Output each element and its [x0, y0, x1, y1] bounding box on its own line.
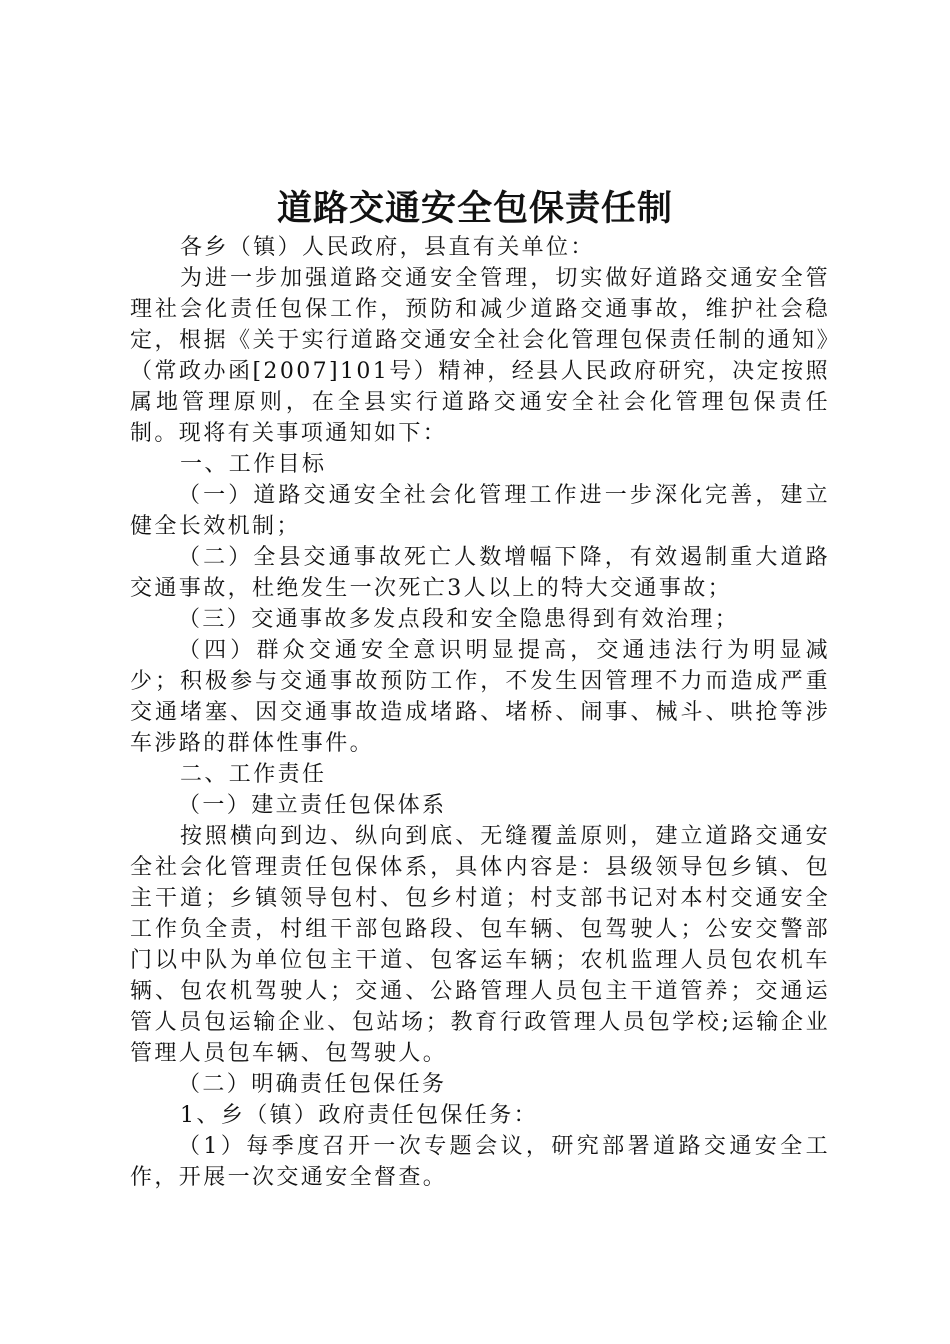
section-heading-responsibilities: 二、工作责任 — [180, 762, 327, 787]
salutation: 各乡（镇）人民政府，县直有关单位： — [180, 235, 595, 260]
intro-paragraph: 为进一步加强道路交通安全管理，切实做好道路交通安全管理社会化责任包保工作，预防和减少道路交通事故，维护社会稳定，根据《关于实行道路交通安全社会化管理包保责任制的通知》（常政办函[2007]101号）精神，经县人民政府研究，决定按照属地管理原则，在全县实行道路交通安全社会化管理包保责任制。现将有关事项通知如下： — [130, 266, 830, 446]
goal-item-3: （三）交通事故多发点段和安全隐患得到有效治理； — [178, 607, 740, 632]
section-heading-goals: 一、工作目标 — [180, 452, 327, 477]
subsection-heading-system: （一）建立责任包保体系 — [178, 793, 447, 818]
goal-item-2: （二）全县交通事故死亡人数增幅下降，有效遏制重大道路交通事故，杜绝发生一次死亡3人以上的特大交通事故； — [130, 545, 830, 601]
goal-item-1: （一）道路交通安全社会化管理工作进一步深化完善，建立健全长效机制； — [130, 483, 830, 539]
system-paragraph: 按照横向到边、纵向到底、无缝覆盖原则，建立道路交通安全社会化管理责任包保体系，具体内容是：县级领导包乡镇、包主干道；乡镇领导包村、包乡村道；村支部书记对本村交通安全工作负全责，村组干部包路段、包车辆、包驾驶人；公安交警部门以中队为单位包主干道、包客运车辆；农机监理人员包农机车辆、包农机驾驶人；交通、公路管理人员包主干道管养；交通运管人员包运输企业、包站场；教育行政管理人员包学校;运输企业管理人员包车辆、包驾驶人。 — [130, 824, 830, 1066]
task-item-1: （1）每季度召开一次专题会议，研究部署道路交通安全工作，开展一次交通安全督查。 — [130, 1134, 830, 1190]
document-body — [130, 232, 830, 1193]
goal-item-4: （四）群众交通安全意识明显提高，交通违法行为明显减少；积极参与交通事故预防工作，不发生因管理不力而造成严重交通堵塞、因交通事故造成堵路、堵桥、闹事、械斗、哄抢等涉车涉路的群体性事件。 — [130, 638, 830, 756]
task-heading-township: 1、乡（镇）政府责任包保任务： — [180, 1103, 538, 1128]
subsection-heading-tasks: （二）明确责任包保任务 — [178, 1072, 447, 1097]
document-title: 道路交通安全包保责任制 — [276, 189, 673, 229]
